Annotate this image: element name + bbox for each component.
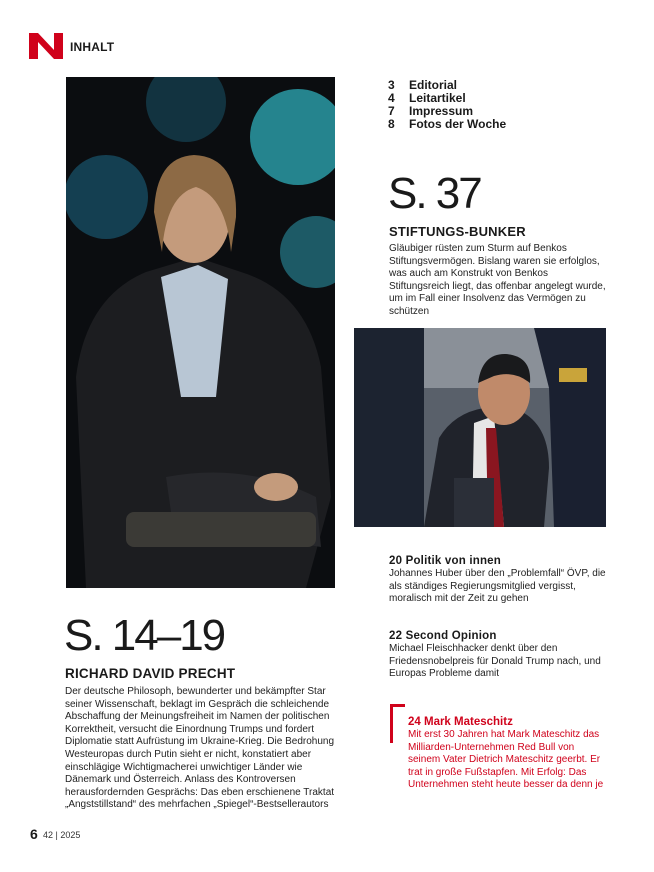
second-opinion-headline[interactable]: 22 Second Opinion (389, 630, 497, 642)
benko-photo (354, 328, 606, 527)
list-item[interactable]: 3 Editorial (388, 78, 458, 92)
politik-teaser: Johannes Huber über den „Problemfall“ ÖVP, die als ständiges Regierungsmitglied vergisst, moralisch mit der Zeit zu gehen (389, 568, 606, 605)
mateschitz-teaser: Mit erst 30 Jahren hat Mark Mateschitz das Milliarden-Unternehmen Red Bull von seinem Vater Dietrich Mateschitz geerbt. Er trat in große Fußstapfen. Mit Erfolg: Das Unternehmen steht heute besser da denn je (408, 729, 604, 791)
page-number: 6 (30, 826, 38, 842)
stiftungs-teaser: Gläubiger rüsten zum Sturm auf Benkos Stiftungsvermögen. Bislang waren sie erfolglos, was auch am Konstrukt von Benkos Stiftungsreich liegt, das offenbar angelegt wurde, um im Fall einer Insolvenz das Vermögen zu schützen (389, 243, 606, 317)
second-opinion-teaser: Michael Fleischhacker denkt über den Friedensnobelpreis für Donald Trump nach, und Europas Probleme damit (389, 643, 601, 680)
section-title: INHALT (70, 40, 115, 54)
precht-page-number: S. 14–19 (64, 611, 225, 660)
list-item[interactable]: 4 Leitartikel (388, 91, 466, 105)
logo-n-icon (29, 33, 63, 59)
precht-headline[interactable]: RICHARD DAVID PRECHT (65, 666, 236, 681)
precht-teaser: Der deutsche Philosoph, bewunderter und bekämpfter Star seiner Wissenschaft, beklagt im Gespräch die schleichende Abschaffung der Meinungsfreiheit im Namen der politischen Korrektheit, versucht die Einordnung Trumps und fordert Diplomatie statt Aufrüstung im Ukraine-Krieg. Die Bedrohung Westeuropas durch Putin sieht er nicht, konstatiert aber einschlägige Wichtigmacherei unwichtiger Länder wie Dänemark und Österreich. Anlass des Kontroversen herausfordernden Gesprächs: Das eben erschienene Traktat „Angststillstand“ des mehrfachen „Spiegel“-Bestsellerautors (65, 686, 335, 811)
list-item[interactable]: 8 Fotos der Woche (388, 117, 507, 131)
precht-photo (66, 77, 335, 588)
stiftungs-headline[interactable]: STIFTUNGS-BUNKER (389, 224, 526, 239)
magazine-logo (29, 33, 63, 59)
red-corner-bracket (390, 704, 405, 743)
quick-contents-list (388, 79, 506, 131)
stiftungs-page-number: S. 37 (388, 169, 481, 218)
mateschitz-headline[interactable]: 24 Mark Mateschitz (408, 716, 513, 728)
list-item[interactable]: 7 Impressum (388, 104, 474, 118)
politik-headline[interactable]: 20 Politik von innen (389, 555, 501, 567)
issue-number: 42 | 2025 (43, 830, 81, 840)
